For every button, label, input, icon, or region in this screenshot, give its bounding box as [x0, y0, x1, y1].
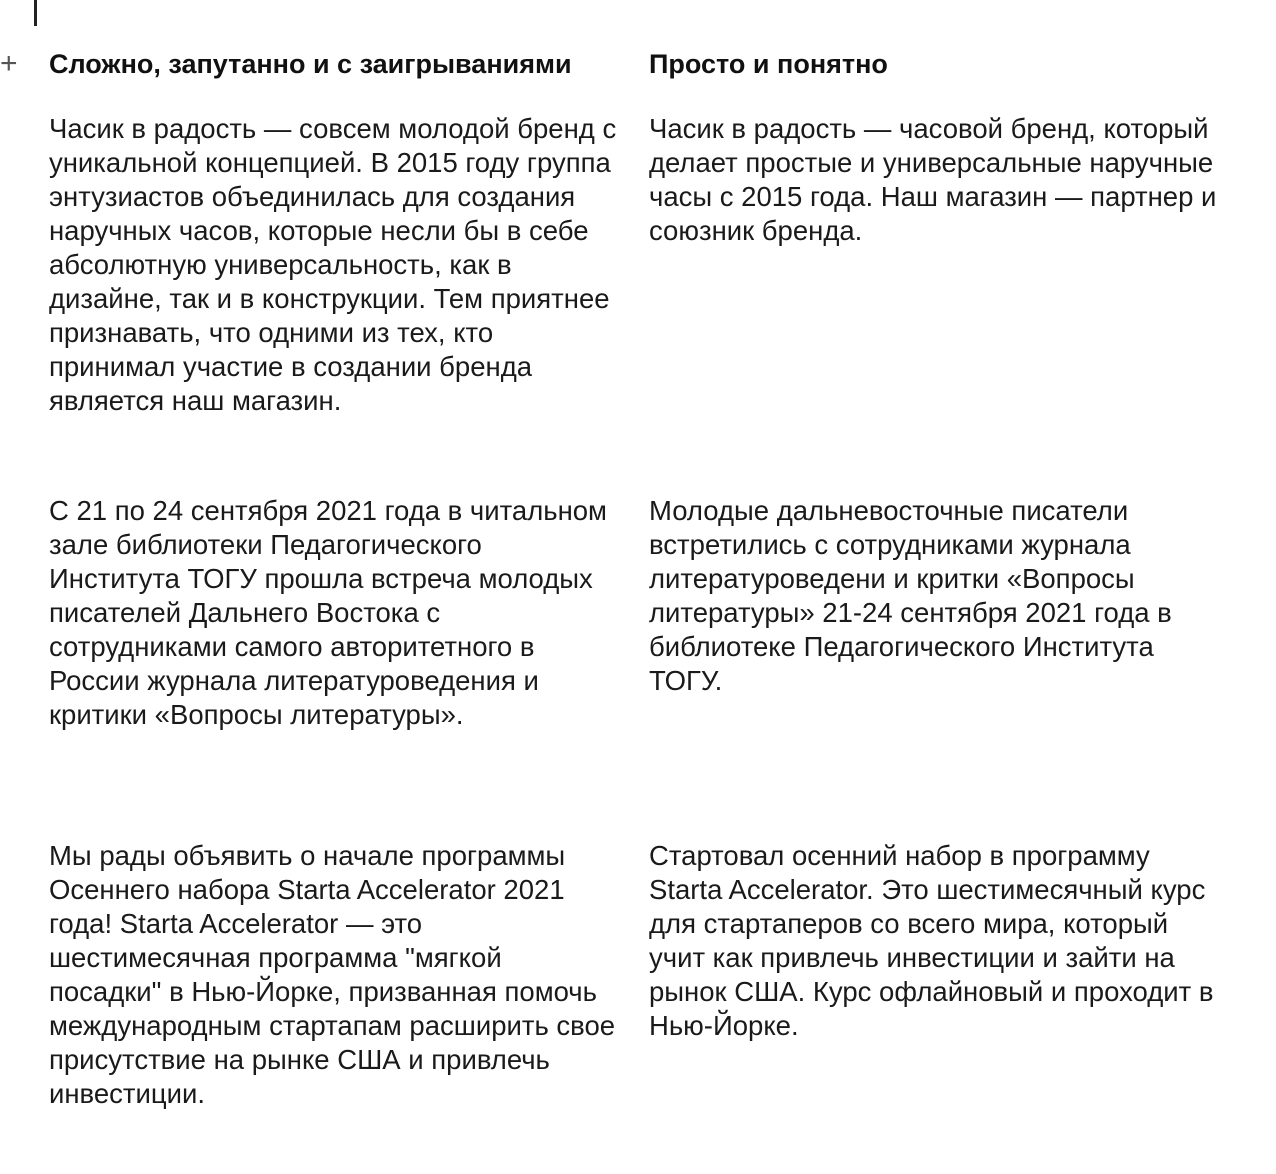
header-left-column: Сложно, запутанно и с заигрываниями [49, 49, 572, 79]
table-row [49, 839, 1264, 1111]
row-3-simple-text: Стартовал осенний набор в программу Starta Accelerator. Это шестимесячный курс для стартаперов со всего мира, который учит как привлечь инвестиции и зайти на рынок США. Курс офлайновый и проходит в Нью-Йорке. [649, 840, 1214, 1041]
row-1-complex-text: Часик в радость — совсем молодой бренд с уникальной концепцией. В 2015 году группа энтузиастов объединилась для создания наручных часов, которые несли бы в себе абсолютную универсальность, как в дизайне, так и в конструкции. Тем приятнее признавать, что одними из тех, кто принимал участие в создании бренда является наш магазин. [49, 113, 617, 416]
row-2-complex-text: С 21 по 24 сентября 2021 года в читальном зале библиотеки Педагогического Института ТОГУ прошла встреча молодых писателей Дальнего Востока с сотрудниками самого авторитетного в России журнала литературоведения и критики «Вопросы литературы». [49, 495, 607, 730]
header-right-column: Просто и понятно [649, 49, 888, 79]
row-1-simple-text: Часик в радость — часовой бренд, который делает простые и универсальные наручные часы с 2015 года. Наш магазин — партнер и союзник бренда. [649, 113, 1217, 246]
comparison-table [49, 44, 1264, 1111]
table-row [49, 494, 1264, 839]
table-row [49, 112, 1264, 494]
row-3-complex-text: Мы рады объявить о начале программы Осеннего набора Starta Accelerator 2021 года! Starta Accelerator — это шестимесячная программа "мягкой посадки" в Нью-Йорке, призванная помочь международным стартапам расширить свое присутствие на рынке США и привлечь инвестиции. [49, 840, 616, 1109]
row-2-simple-text: Молодые дальневосточные писатели встретились с сотрудниками журнала литературоведени и критки «Вопросы литературы» 21-24 сентября 2021 года в библиотеке Педагогического Института ТОГУ. [649, 495, 1172, 696]
plus-icon[interactable]: + [0, 47, 18, 80]
text-cursor [34, 0, 37, 26]
table-header-row [49, 44, 1264, 84]
